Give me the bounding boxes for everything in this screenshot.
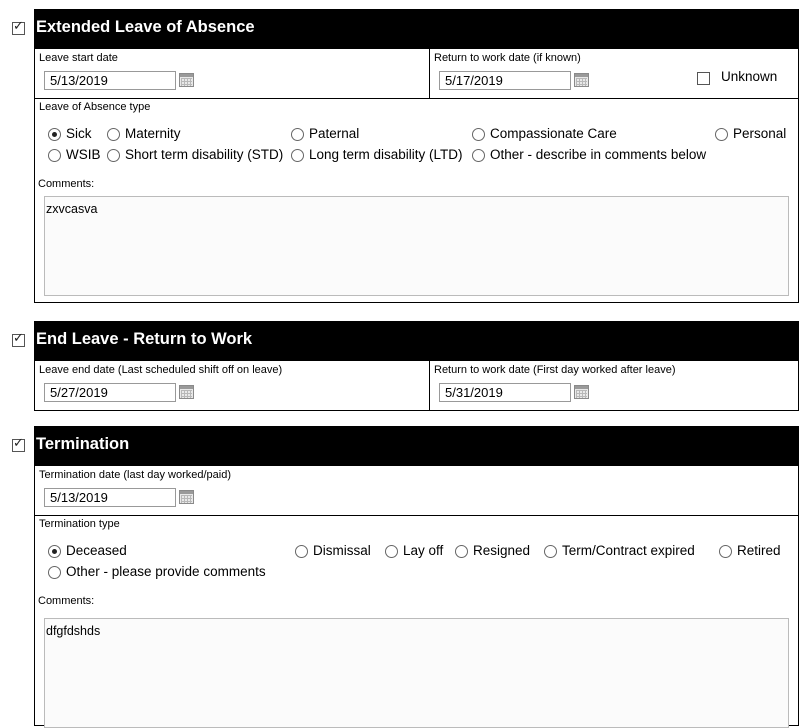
extended-leave-title: Extended Leave of Absence: [36, 18, 255, 36]
radio-sick[interactable]: [48, 128, 61, 141]
end-leave-title: End Leave - Return to Work: [36, 330, 253, 348]
radio-label-retired: Retired: [737, 543, 781, 558]
radio-wsib[interactable]: [48, 149, 61, 162]
unknown-label: Unknown: [721, 69, 778, 84]
radio-std[interactable]: [107, 149, 120, 162]
termination-type-label: Termination type: [39, 518, 120, 530]
return-to-work-date-input[interactable]: 5/17/2019: [439, 71, 571, 90]
calendar-icon[interactable]: [179, 385, 194, 399]
radio-deceased[interactable]: [48, 545, 61, 558]
termination-date-input[interactable]: 5/13/2019: [44, 488, 176, 507]
radio-label-deceased: Deceased: [66, 543, 127, 558]
radio-ltd[interactable]: [291, 149, 304, 162]
radio-label-other: Other - describe in comments below: [490, 147, 707, 162]
comments-text: zxvcasva: [46, 202, 98, 216]
radio-label-personal: Personal: [733, 126, 787, 141]
calendar-icon[interactable]: [574, 385, 589, 399]
termination-comments-textarea[interactable]: [44, 618, 789, 728]
calendar-icon[interactable]: [574, 73, 589, 87]
radio-compassionate-care[interactable]: [472, 128, 485, 141]
unknown-checkbox[interactable]: [697, 72, 710, 85]
radio-label-resigned: Resigned: [473, 543, 531, 558]
radio-label-paternal: Paternal: [309, 126, 360, 141]
return-to-work-date-label: Return to work date (if known): [434, 52, 581, 64]
radio-label-lay-off: Lay off: [403, 543, 444, 558]
divider: [429, 49, 430, 98]
checkmark-icon: ✓: [13, 331, 24, 346]
termination-comments-text: dfgfdshds: [46, 624, 101, 638]
calendar-icon[interactable]: [179, 490, 194, 504]
radio-label-std: Short term disability (STD): [125, 147, 284, 162]
extended-leave-checkbox[interactable]: [12, 19, 25, 35]
radio-lay-off[interactable]: [385, 545, 398, 558]
radio-resigned[interactable]: [455, 545, 468, 558]
leave-start-date-input[interactable]: 5/13/2019: [44, 71, 176, 90]
radio-label-wsib: WSIB: [66, 147, 101, 162]
divider: [34, 515, 799, 516]
radio-label-ltd: Long term disability (LTD): [309, 147, 463, 162]
radio-personal[interactable]: [715, 128, 728, 141]
termination-checkbox[interactable]: [12, 436, 25, 452]
radio-term-contract-expired[interactable]: [544, 545, 557, 558]
checkmark-icon: ✓: [13, 19, 24, 34]
radio-maternity[interactable]: [107, 128, 120, 141]
radio-label-term-contract-expired: Term/Contract expired: [562, 543, 695, 558]
calendar-icon[interactable]: [179, 73, 194, 87]
radio-label-dismissal: Dismissal: [313, 543, 371, 558]
radio-label-maternity: Maternity: [125, 126, 181, 141]
checkmark-icon: ✓: [13, 436, 24, 451]
radio-retired[interactable]: [719, 545, 732, 558]
divider: [429, 361, 430, 411]
radio-other-termination[interactable]: [48, 566, 61, 579]
termination-date-label: Termination date (last day worked/paid): [39, 469, 231, 481]
extended-leave-header: [34, 9, 799, 49]
termination-header: [34, 426, 799, 466]
radio-label-sick: Sick: [66, 126, 92, 141]
comments-label: Comments:: [38, 178, 95, 190]
radio-label-other-termination: Other - please provide comments: [66, 564, 266, 579]
radio-other[interactable]: [472, 149, 485, 162]
end-leave-header: [34, 321, 799, 361]
radio-label-compassionate-care: Compassionate Care: [490, 126, 617, 141]
leave-start-date-label: Leave start date: [39, 52, 118, 64]
leave-end-date-input[interactable]: 5/27/2019: [44, 383, 176, 402]
termination-comments-label: Comments:: [38, 595, 95, 607]
end-return-date-input[interactable]: 5/31/2019: [439, 383, 571, 402]
leave-end-date-label: Leave end date (Last scheduled shift off on leave): [39, 364, 283, 376]
end-return-date-label: Return to work date (First day worked after leave): [434, 364, 676, 376]
radio-paternal[interactable]: [291, 128, 304, 141]
comments-textarea[interactable]: [44, 196, 789, 296]
termination-title: Termination: [36, 435, 130, 453]
radio-dismissal[interactable]: [295, 545, 308, 558]
leave-type-label: Leave of Absence type: [39, 101, 151, 113]
divider: [34, 98, 799, 99]
end-leave-checkbox[interactable]: [12, 331, 25, 347]
